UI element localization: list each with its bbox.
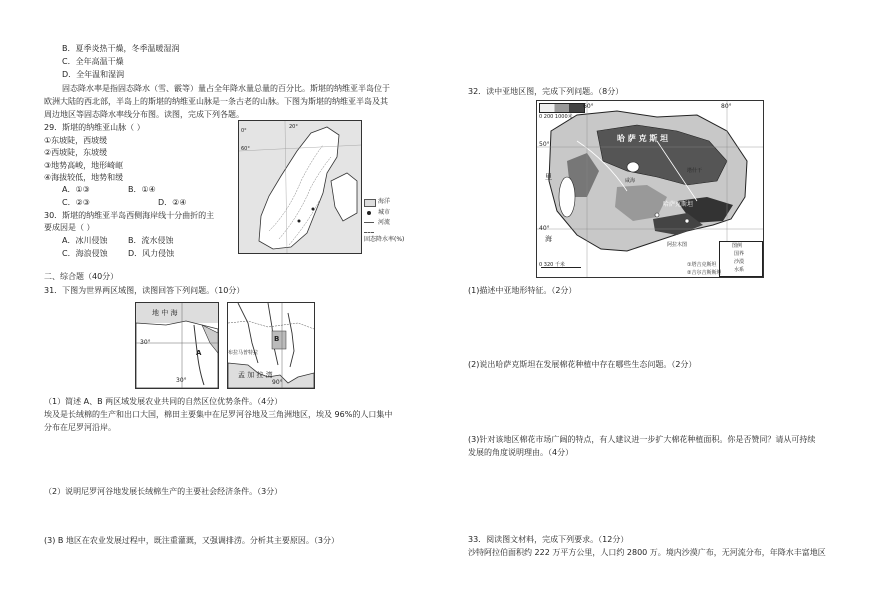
lon-80-label: 80°	[721, 103, 732, 110]
intro-line-2: 欧洲大陆的西北部，半岛上的斯堪的纳维亚山脉是一条古老的山脉。下图为斯堪的纳维亚半岛及其	[44, 97, 388, 106]
lon-20-label: 20°	[289, 124, 298, 130]
caspian-label-2: 海	[545, 235, 552, 243]
q29-option-d: D．②④	[158, 198, 187, 207]
question-32: 32．读中亚地区图，完成下列问题。（8分）	[468, 87, 624, 96]
bay-of-bengal-label: 孟 加 拉 湾	[238, 371, 273, 379]
legend-title: 图例	[732, 243, 743, 249]
legend-river-line	[364, 222, 374, 223]
mediterranean-label: 地 中 海	[152, 309, 178, 317]
map-region-a	[135, 302, 219, 389]
lat-50-label: 50°	[539, 141, 550, 148]
caspian-label-1: 里	[545, 173, 552, 181]
question-31-3: (3) B 地区在农业发展过程中，既注重灌溉，又强调排涝。分析其主要原因。（3分）	[44, 536, 339, 545]
central-asia-map	[536, 100, 764, 278]
option-b: B．夏季炎热干燥，冬季温暖湿润	[62, 44, 180, 53]
map-region-b	[227, 302, 315, 389]
intro-line-3: 周边地区等固态降水率线分布图。读图，完成下列各题。	[44, 110, 244, 119]
lon-0-label: 0°	[241, 128, 247, 134]
lat-60-label: 60°	[241, 146, 250, 152]
q29-item-2: ②西坡陡，东坡缓	[44, 148, 108, 157]
question-31-2: （2）说明尼罗河谷地发展长绒棉生产的主要社会经济条件。（3分）	[44, 487, 283, 496]
aral-sea-label: 咸海	[625, 178, 636, 184]
question-33: 33．阅读图文材料，完成下列要求。（12分）	[468, 535, 629, 544]
legend-desert-label: 沙漠	[734, 259, 745, 265]
lon-60-label: 60°	[583, 103, 594, 110]
q29-item-3: ③地势高峻，地形崎岖	[44, 161, 124, 170]
legend-river-label: 水系	[734, 267, 745, 273]
scale-bar-label: 0 320 千米	[539, 262, 565, 268]
legend-sea-swatch	[364, 199, 376, 207]
q31-material-line-1: 埃及是长绒棉的生产和出口大国，棉田主要集中在尼罗河谷地及三角洲地区，埃及 96%的人口集中	[44, 410, 393, 419]
question-29: 29．斯堪的纳维亚山脉（ ）	[44, 123, 145, 132]
scandinavia-legend	[364, 196, 424, 246]
legend-border-label: 国界	[734, 251, 745, 257]
question-32-1: (1)描述中亚地形特征。（2分）	[468, 286, 577, 295]
option-c: C．全年高温干燥	[62, 57, 124, 66]
question-32-3-line-2: 发展的角度说明理由。（4分）	[468, 448, 574, 457]
elevation-scale-label: 0 200 1000米	[539, 114, 573, 120]
scandinavia-map	[238, 120, 362, 254]
q29-item-4: ④海拔较低，地势和缓	[44, 173, 124, 182]
question-31-1: （1）简述 A、B 两区域发展农业共同的自然区位优势条件。（4分）	[44, 397, 283, 406]
question-30-line-1: 30．斯堪的纳维亚半岛西侧海岸线十分曲折的主	[44, 211, 215, 220]
legend-river-label: 河流	[378, 219, 391, 226]
q29-option-b: B．①④	[128, 185, 156, 194]
q30-option-b: B．流水侵蚀	[128, 236, 174, 245]
legend-isoline	[364, 232, 374, 233]
q29-option-c: C．②③	[62, 198, 90, 207]
q29-option-a: A．①③	[62, 185, 90, 194]
lon-30-label: 30°	[176, 377, 187, 384]
q31-material-line-2: 分布在尼罗河沿岸。	[44, 423, 116, 432]
city-tashkent-label: 塔什干	[687, 168, 703, 174]
city-almaty-label: 阿拉木图	[667, 242, 688, 248]
q30-option-c: C．海浪侵蚀	[62, 249, 108, 258]
legend-city-label: 城市	[378, 209, 391, 216]
country-kazakhstan-label: 哈 萨 克 斯 坦	[617, 134, 669, 143]
question-30-line-2: 要成因是（ ）	[44, 223, 95, 232]
q30-option-d: D．风力侵蚀	[128, 249, 175, 258]
question-31: 31．下图为世界两区域图，读图回答下列问题。（10分）	[44, 286, 245, 295]
intro-line-1: 固态降水率是指固态降水（雪、霰等）量占全年降水量总量的百分比。斯堪的纳维亚半岛位于	[62, 84, 390, 93]
lat-30-label: 30°	[140, 339, 151, 346]
lon-90-label: 90°	[272, 379, 283, 386]
option-d: D．全年温和湿润	[62, 70, 125, 79]
q33-material: 沙特阿拉伯面积约 222 万平方公里，人口约 2800 万。境内沙漠广布，无河流分布，年降水丰富地区	[468, 548, 826, 557]
question-32-2: (2)说出哈萨克斯坦在发展棉花种植中存在哪些生态问题。（2分）	[468, 360, 697, 369]
legend-note-1: ①塔吉克斯坦	[687, 262, 717, 268]
scandinavia-map-drawing	[239, 121, 361, 253]
q29-item-1: ①东坡陡，西坡缓	[44, 136, 108, 145]
legend-sea-label: 海洋	[378, 198, 391, 205]
q30-option-a: A．冰川侵蚀	[62, 236, 108, 245]
legend-isoline-label: 固态降水率(%)	[364, 236, 405, 243]
country-kazakhstan-label-2: 哈萨克斯坦	[663, 201, 694, 208]
legend-city-dot	[367, 211, 371, 215]
legend-note-2: ②吉尔吉斯斯坦	[687, 270, 722, 276]
question-32-3-line-1: (3)针对该地区棉花市场广阔的特点，有人建议进一步扩大棉花种植面积。你是否赞同？请从可持续	[468, 435, 816, 444]
lat-40-label: 40°	[539, 225, 550, 232]
river-city-label: 布拉马普特拉	[228, 350, 259, 356]
label-a: A	[196, 349, 202, 357]
label-b: B	[274, 335, 280, 343]
map-legend	[719, 241, 763, 277]
section-heading: 二、综合题（40分）	[44, 272, 119, 281]
